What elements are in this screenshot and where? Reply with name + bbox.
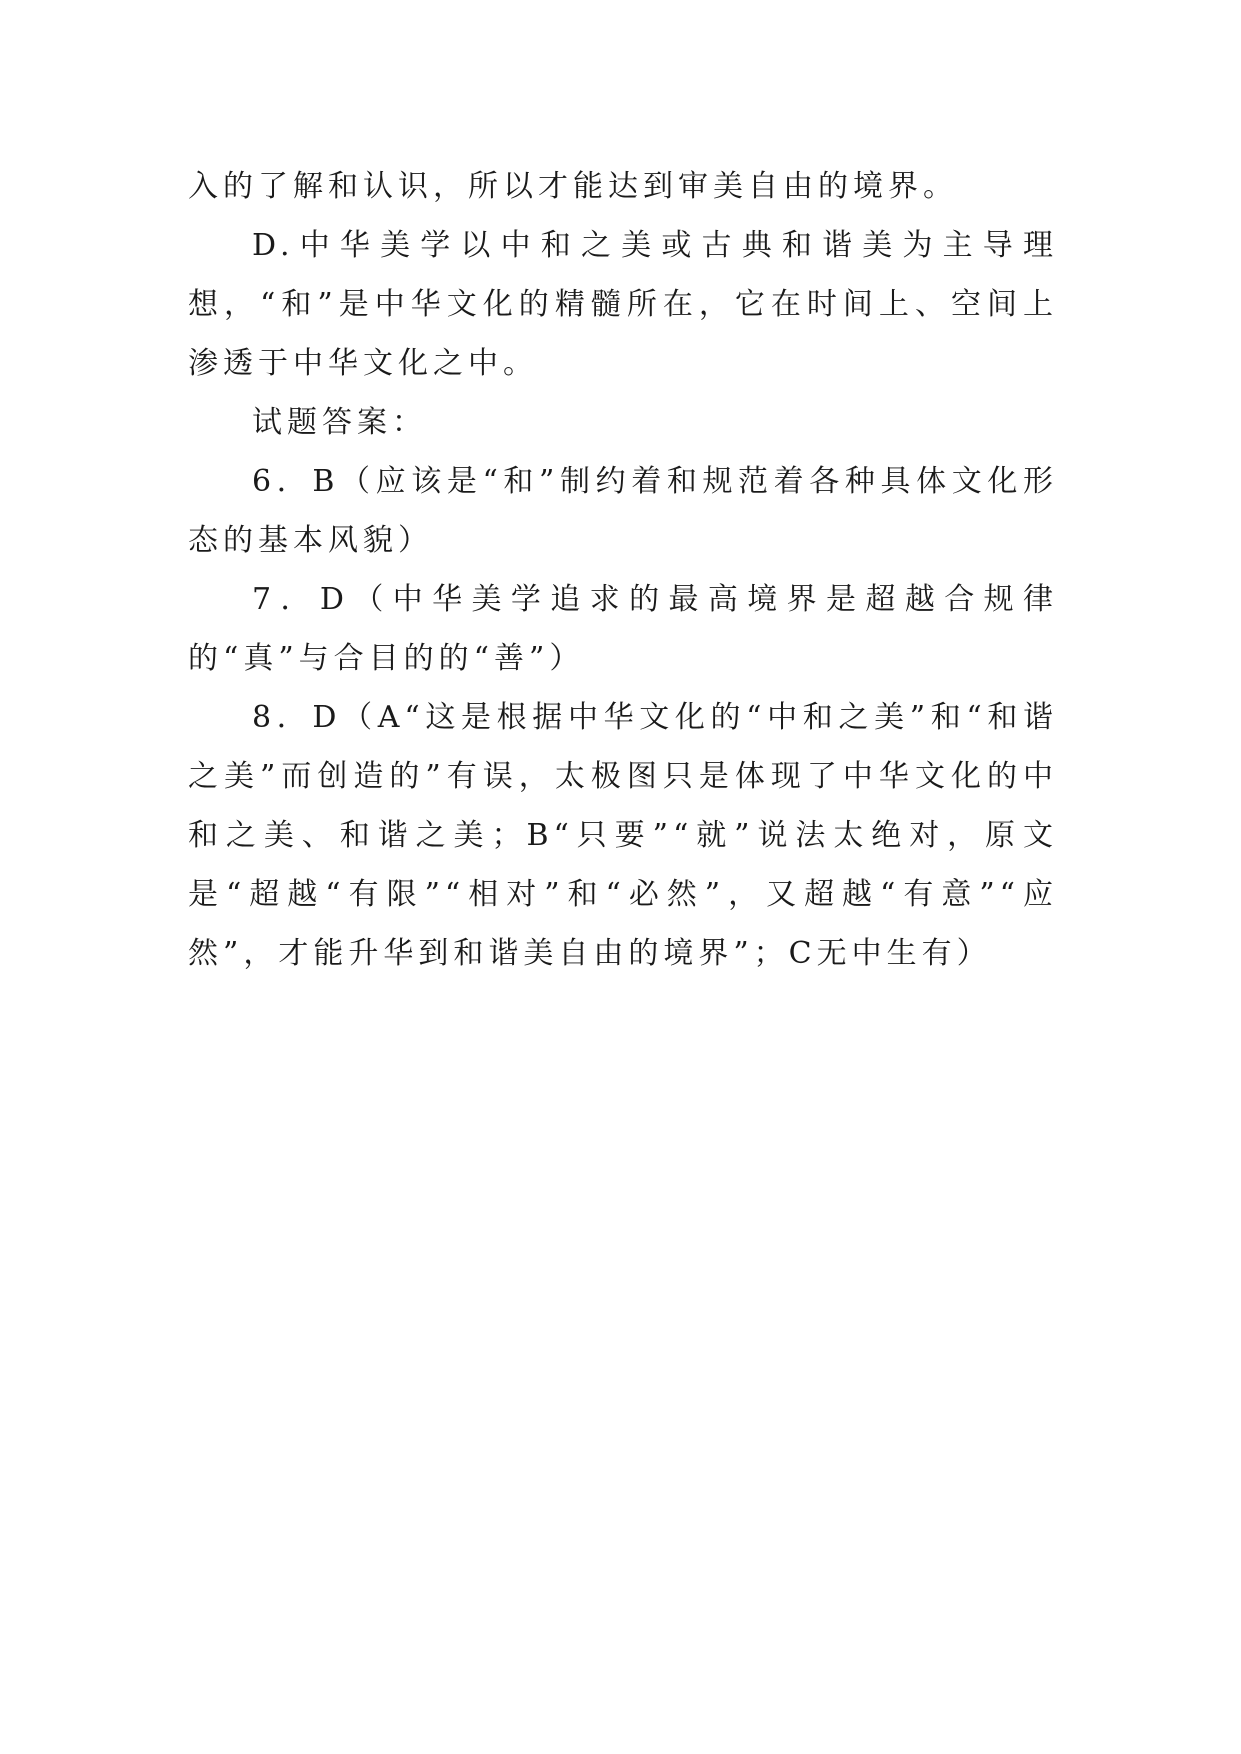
- answer-6: 6．B（应该是“和”制约着和规范着各种具体文化形态的基本风貌）: [188, 464, 1058, 558]
- document-body: [188, 157, 1058, 983]
- answer-7: 7．D（中华美学追求的最高境界是超越合规律的“真”与合目的的“善”）: [188, 582, 1058, 676]
- answer-8: 8．D（A“这是根据中华文化的“中和之美”和“和谐之美”而创造的”有误，太极图只是体现了中华文化的中和之美、和谐之美；B“只要”“就”说法太绝对，原文是“超越“有限”“相对”和“必然”，又超越“有意”“应然”，才能升华到和谐美自由的境界”；C无中生有）: [188, 700, 1058, 971]
- answers-heading: 试题答案：: [252, 405, 427, 440]
- option-d-paragraph: D.中华美学以中和之美或古典和谐美为主导理想，“和”是中华文化的精髓所在，它在时间上、空间上渗透于中华文化之中。: [188, 228, 1058, 381]
- option-c-continuation: 入的了解和认识，所以才能达到审美自由的境界。: [188, 169, 958, 204]
